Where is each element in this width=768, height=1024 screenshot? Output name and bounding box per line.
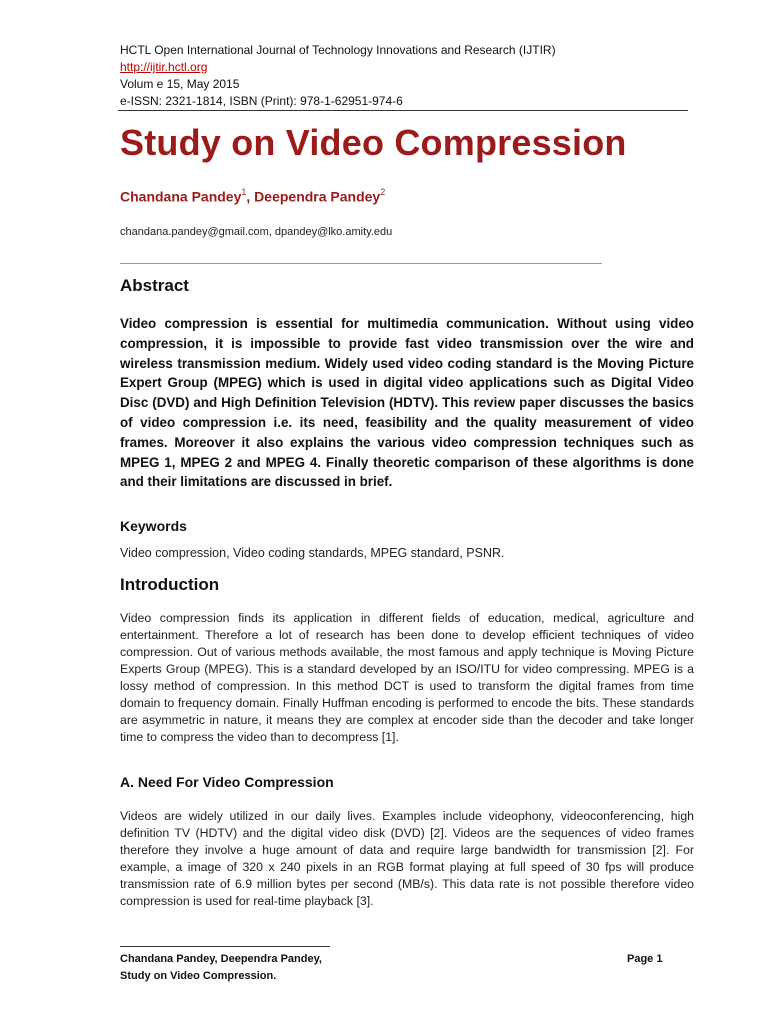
author-name: Deependra Pandey — [254, 188, 381, 205]
author-line — [120, 188, 385, 205]
paper-title: Study on Video Compression — [120, 122, 627, 163]
issn-info: e-ISSN: 2321-1814, ISBN (Print): 978-1-62951-974-6 — [120, 94, 403, 108]
author-name: Chandana Pandey — [120, 188, 242, 205]
journal-url[interactable] — [120, 59, 207, 75]
footer-authors: Chandana Pandey, Deependra Pandey, — [120, 953, 322, 965]
author-separator: , — [246, 188, 255, 205]
author-affiliation-mark: 1 — [241, 187, 247, 197]
author-affiliation-mark: 2 — [380, 187, 386, 197]
introduction-text: Video compression finds its application in different fields of education, medical, agriculture and entertainment. Therefore a lot of research has been done to develop efficient techniques of video compression. Out of various methods available, the most famous and apply technique is Moving Picture Experts Group (MPEG). This is a standard developed by an ISO/ITU for video compressing. MPEG is a lossy method of compression. In this method DCT is used to transform the digital frames from time domain to frequency domain. Finally Huffman encoding is performed to encode the bits. These standards are asymmetric in nature, it means they are complex at encoder side than the decoder and take longer time to compress the video than to decompress [1]. — [120, 611, 694, 744]
page-number: Page 1 — [627, 953, 663, 965]
keywords-heading: Keywords — [120, 518, 187, 534]
abstract-text: Video compression is essential for multimedia communication. Without using video compression, it is impossible to provide fast video transmission over the wire and wireless transmission medium. Widely used video coding standard is the Moving Picture Expert Group (MPEG) which is used in digital video applications such as Digital Video Disc (DVD) and High Definition Television (HDTV). This review paper discusses the basics of video compression i.e. its need, feasibility and the quality measurement of video frames. Moreover it also explains the various video compression techniques such as MPEG 1, MPEG 2 and MPEG 4. Finally theoretic comparison of these algorithms is done and their limitations are discussed in brief. — [120, 316, 694, 490]
footer-title: Study on Video Compression. — [120, 970, 277, 982]
section-a-text: Videos are widely utilized in our daily lives. Examples include videophony, videoconferencing, high definition TV (HDTV) and the digital video disk (DVD) [2]. Videos are the sequences of video frames therefore they involve a huge amount of data and require large bandwidth for transmission [2]. For example, a image of 320 x 240 pixels in an RGB format playing at full speed of 30 fps will produce transmission rate of 6.9 million bytes per second (MB/s). This data rate is not possible therefore video compression is used for real-time playback [3]. — [120, 809, 694, 908]
abstract-heading: Abstract — [120, 276, 189, 295]
volume-info: Volum e 15, May 2015 — [120, 77, 240, 91]
keywords-text: Video compression, Video coding standards, MPEG standard, PSNR. — [120, 546, 505, 560]
author-emails: chandana.pandey@gmail.com, dpandey@lko.amity.edu — [120, 226, 393, 238]
footer-citation — [120, 951, 322, 985]
title-divider — [120, 263, 602, 264]
section-a-heading: A. Need For Video Compression — [120, 774, 334, 790]
introduction-heading: Introduction — [120, 575, 220, 594]
journal-name: HCTL Open International Journal of Technology Innovations and Research (IJTIR) — [120, 43, 556, 57]
header-rule — [118, 110, 688, 111]
footer-rule — [120, 946, 330, 947]
journal-url-link[interactable]: http://ijtir.hctl.org — [120, 60, 208, 74]
